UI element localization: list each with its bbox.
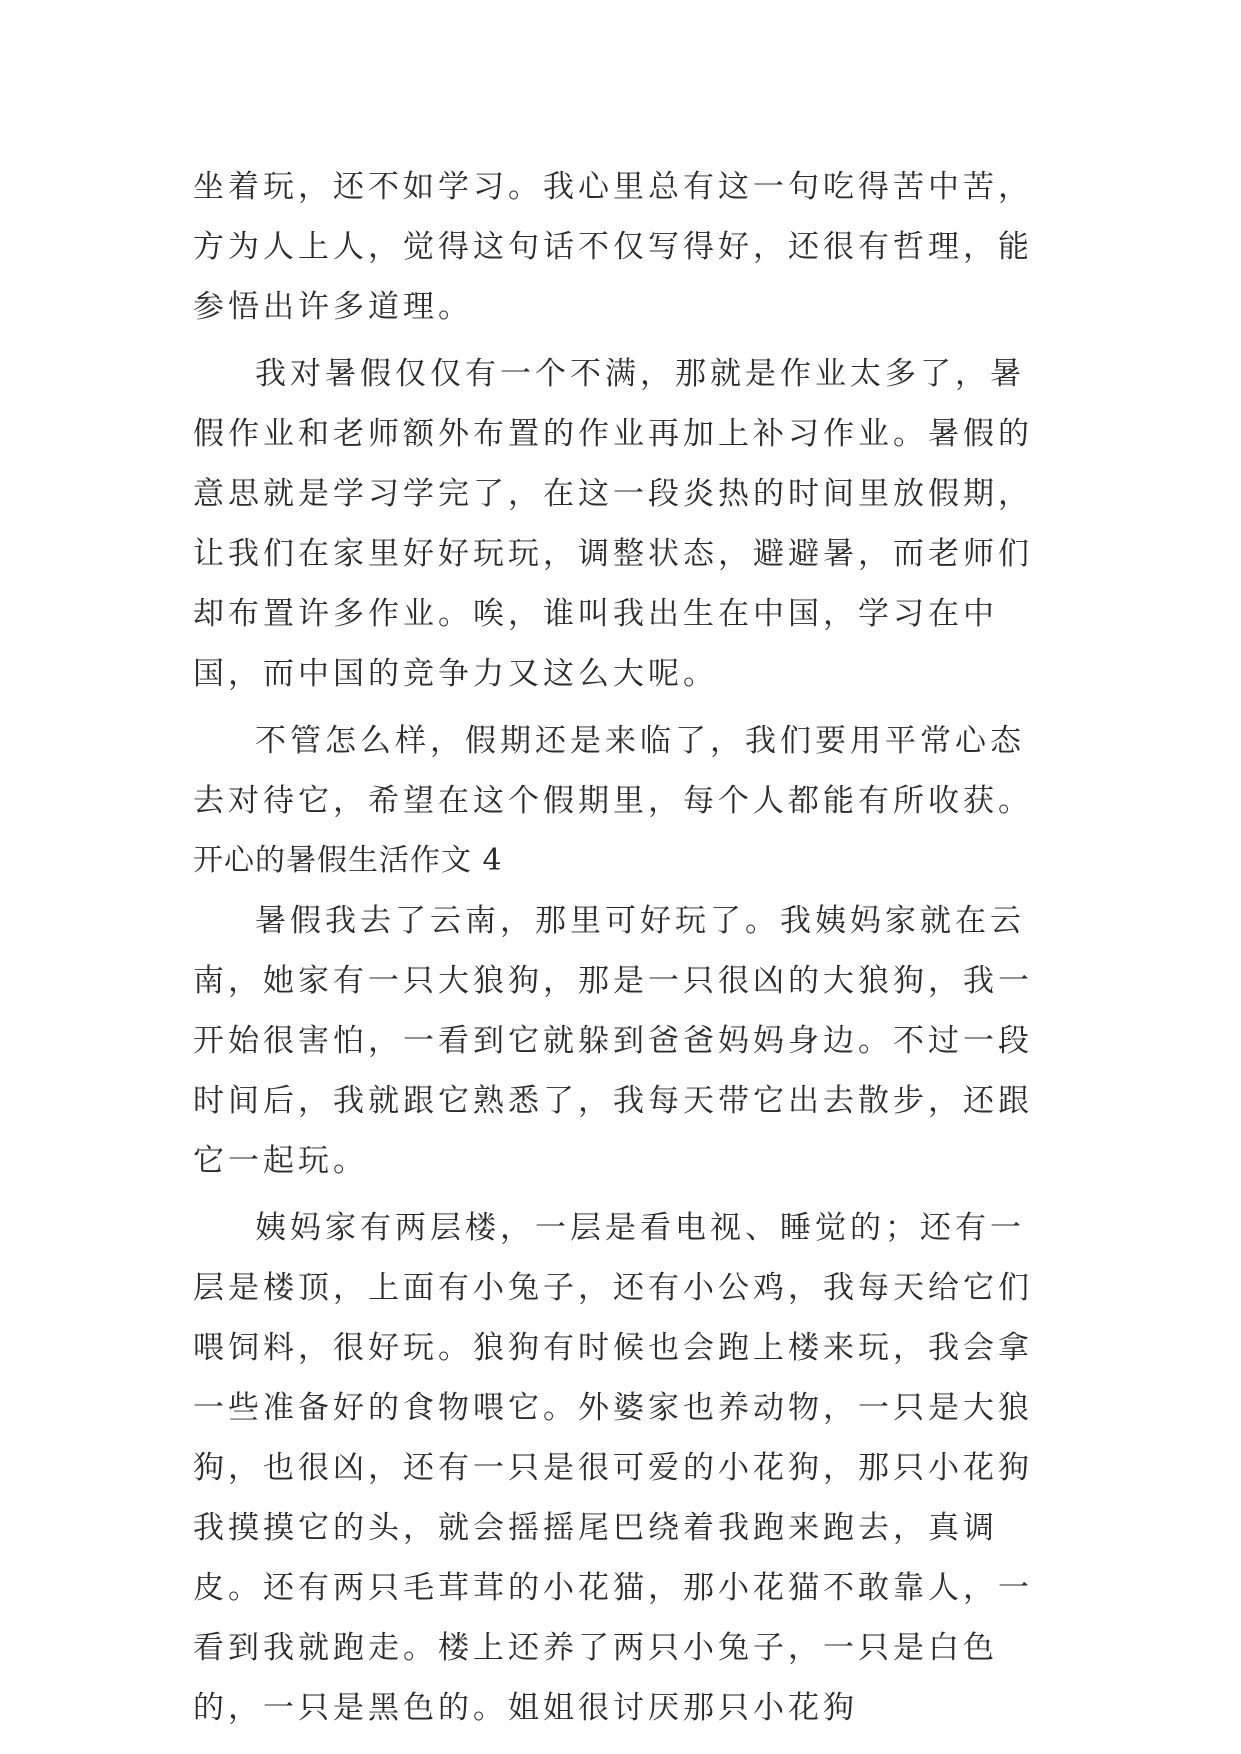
paragraph-1: 坐着玩，还不如学习。我心里总有这一句吃得苦中苦，方为人上人，觉得这句话不仅写得好，还很有哲理，能参悟出许多道理。 — [193, 169, 1033, 325]
paragraph-3: 不管怎么样，假期还是来临了，我们要用平常心态去对待它，希望在这个假期里，每个人都能有所收获。 — [193, 723, 1033, 819]
paragraph-5: 姨妈家有两层楼，一层是看电视、睡觉的；还有一层是楼顶，上面有小兔子，还有小公鸡，我每天给它们喂饲料，很好玩。狼狗有时候也会跑上楼来玩，我会拿一些准备好的食物喂它。外婆家也养动物，一只是大狼狗，也很凶，还有一只是很可爱的小花狗，那只小花狗我摸摸它的头，就会摇摇尾巴绕着我跑来跑去，真调皮。还有两只毛茸茸的小花猫，那小花猫不敢靠人，一看到我就跑走。楼上还养了两只小兔子，一只是白色的，一只是黑色的。姐姐很讨厌那只小花狗 — [193, 1210, 1033, 1726]
paragraph-4: 暑假我去了云南，那里可好玩了。我姨妈家就在云南，她家有一只大狼狗，那是一只很凶的大狼狗，我一开始很害怕，一看到它就躲到爸爸妈妈身边。不过一段时间后，我就跟它熟悉了，我每天带它出去散步，还跟它一起玩。 — [193, 903, 1033, 1179]
section-heading: 开心的暑假生活作文 4 — [193, 843, 503, 878]
paragraph-2: 我对暑假仅仅有一个不满，那就是作业太多了，暑假作业和老师额外布置的作业再加上补习作业。暑假的意思就是学习学完了，在这一段炎热的时间里放假期，让我们在家里好好玩玩，调整状态，避避暑，而老师们却布置许多作业。唉，谁叫我出生在中国，学习在中国，而中国的竞争力又这么大呢。 — [193, 356, 1033, 692]
document-body — [193, 157, 1053, 1738]
